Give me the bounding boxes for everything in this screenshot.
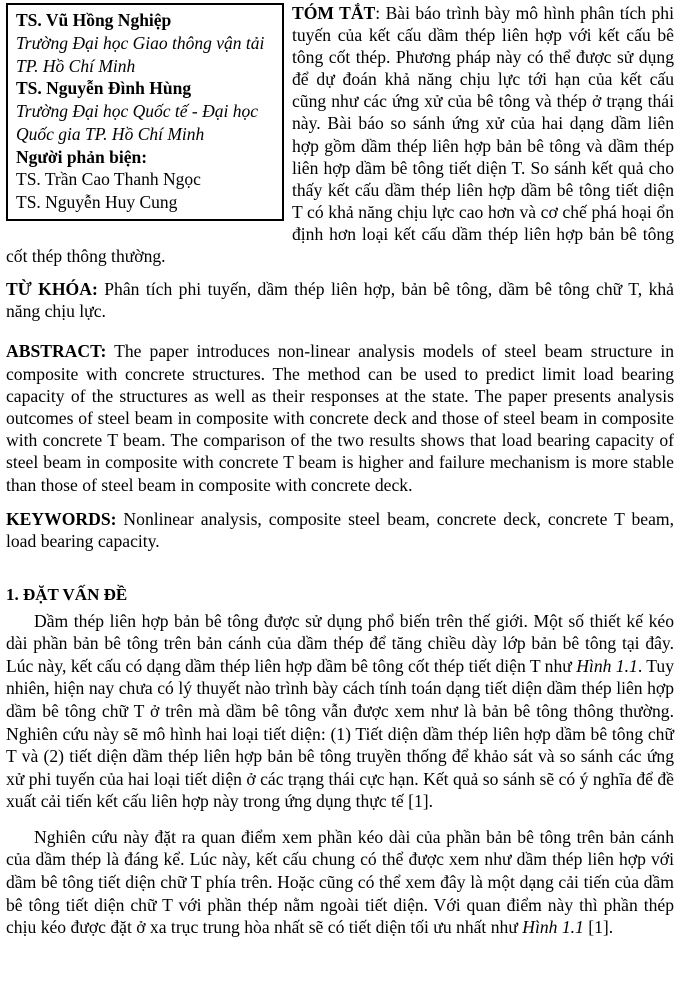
- keywords-vietnamese: [6, 278, 674, 322]
- abstract-english-label: ABSTRACT:: [6, 341, 107, 362]
- paragraph-2-text-b: [1].: [583, 917, 614, 938]
- abstract-english: [6, 340, 674, 495]
- paragraph-2-text-a: Nghiên cứu này đặt ra quan điểm xem phần kéo dài của phần bản bê tông trên bản cánh của dầm thép là đáng kể. Lúc này, kết cấu chung có thể được xem như dầm thép liên hợp với dầm bê tông tiết diện chữ T phía trên. Hoặc cũng có thể xem đây là một dạng cải tiến của dầm bê tông tiết diện chữ T với phần thép nằm ngoài tiết diện. Với quan điểm này thì phần thép chịu kéo được đặt ở xa trục trung hòa nhất sẽ có tiết diện tối ưu nhất như: [6, 826, 674, 938]
- section-1-paragraph-2: [6, 826, 674, 939]
- author-affiliation-2: Trường Đại học Quốc tế - Đại học Quốc gia TP. Hồ Chí Minh: [16, 101, 258, 144]
- keywords-english-label: KEYWORDS:: [6, 508, 117, 529]
- reviewer-label: Người phản biện:: [16, 146, 148, 167]
- keywords-vietnamese-text: Phân tích phi tuyến, dầm thép liên hợp, bản bê tông, dầm bê tông chữ T, khả năng chịu lực.: [6, 279, 674, 322]
- reviewer-name-1: TS. Trần Cao Thanh Ngọc: [16, 169, 201, 190]
- content-block: [0, 278, 680, 939]
- author-name-2: TS. Nguyễn Đình Hùng: [16, 78, 192, 99]
- figure-reference-2: Hình 1.1: [522, 917, 584, 938]
- paragraph-1-text-a: Dầm thép liên hợp bản bê tông được sử dụng phổ biến trên thế giới. Một số thiết kế kéo dài phần bản bê tông trên bản cánh của dầm thép để tăng chiều dày lớp bản bê tông tại đây. Lúc này, kết cấu có dạng dầm thép liên hợp dầm bê tông cốt thép tiết diện T như: [6, 610, 674, 676]
- abstract-vietnamese-separator: :: [375, 3, 386, 23]
- top-region: [0, 0, 680, 267]
- keywords-vietnamese-label: TỪ KHÓA:: [6, 279, 98, 300]
- author-name-1: TS. Vũ Hồng Nghiệp: [16, 10, 172, 30]
- section-1-paragraph-1: [6, 610, 674, 813]
- figure-reference-1: Hình 1.1: [576, 655, 638, 676]
- abstract-vietnamese-label: TÓM TẮT: [292, 3, 376, 23]
- paragraph-1-text-b: . Tuy nhiên, hiện nay chưa có lý thuyết nào trình bày cách tính toán dạng tiết diện dầm thép liên hợp dầm bê tông chữ T ở trên mà dầm bê tông vẫn được xem như là bản bê tông thông thường. Nghiên cứu này sẽ mô hình hai loại tiết diện: (1) Tiết diện dầm thép liên hợp dầm bê tông chữ T và (2) tiết diện dầm thép liên hợp bản bê tông truyền thống để khảo sát và so sánh các ứng xử phi tuyến của hai loại tiết diện ở các trạng thái cực hạn. Kết quả so sánh sẽ có ý nghĩa để đề xuất cải tiến kết cấu liên hợp này trong ứng dụng thực tế [1].: [6, 655, 675, 812]
- abstract-vietnamese-text: Bài báo trình bày mô hình phân tích phi tuyến của kết cấu dầm thép liên hợp với kết cấu bê tông cốt thép. Phương pháp này có thể được sử dụng để dự đoán khả năng chịu lực tới hạn của kết cấu cũng như các ứng xử của bê tông và thép ở trạng thái này. Bài báo so sánh ứng xử của hai dạng dầm liên hợp gồm dầm thép liên hợp bản bê tông và dầm thép liên hợp dầm bê tông tiết diện T. So sánh kết quả cho thấy kết cấu dầm thép liên hợp dầm bê tông tiết diện T có khả năng chịu lực cao hơn và cơ chế phá hoại ổn định hơn loại kết cấu dầm thép liên hợp bản bê tông cốt thép thông thường.: [6, 3, 674, 267]
- keywords-english-text: Nonlinear analysis, composite steel beam, concrete deck, concrete T beam, load bearing capacity.: [6, 508, 674, 551]
- section-1-heading: 1. ĐẶT VẤN ĐỀ: [6, 585, 128, 605]
- keywords-english: [6, 508, 674, 552]
- author-affiliation-1: Trường Đại học Giao thông vận tải TP. Hồ Chí Minh: [16, 32, 265, 76]
- author-info-box: [6, 3, 284, 221]
- reviewer-name-2: TS. Nguyễn Huy Cung: [16, 192, 178, 212]
- abstract-english-text: The paper introduces non-linear analysis models of steel beam structure in composite with concrete structures. The method can be used to predict limit load bearing capacity of the structures as well as their responses at the state. The paper presents analysis outcomes of steel beam in composite with concrete deck and those of steel beam in composite with concrete T beam. The comparison of the two results shows that load bearing capacity of steel beam in composite with concrete T beam is higher and failure mechanism is more stable than those of steel beam in composite with concrete deck.: [6, 341, 674, 495]
